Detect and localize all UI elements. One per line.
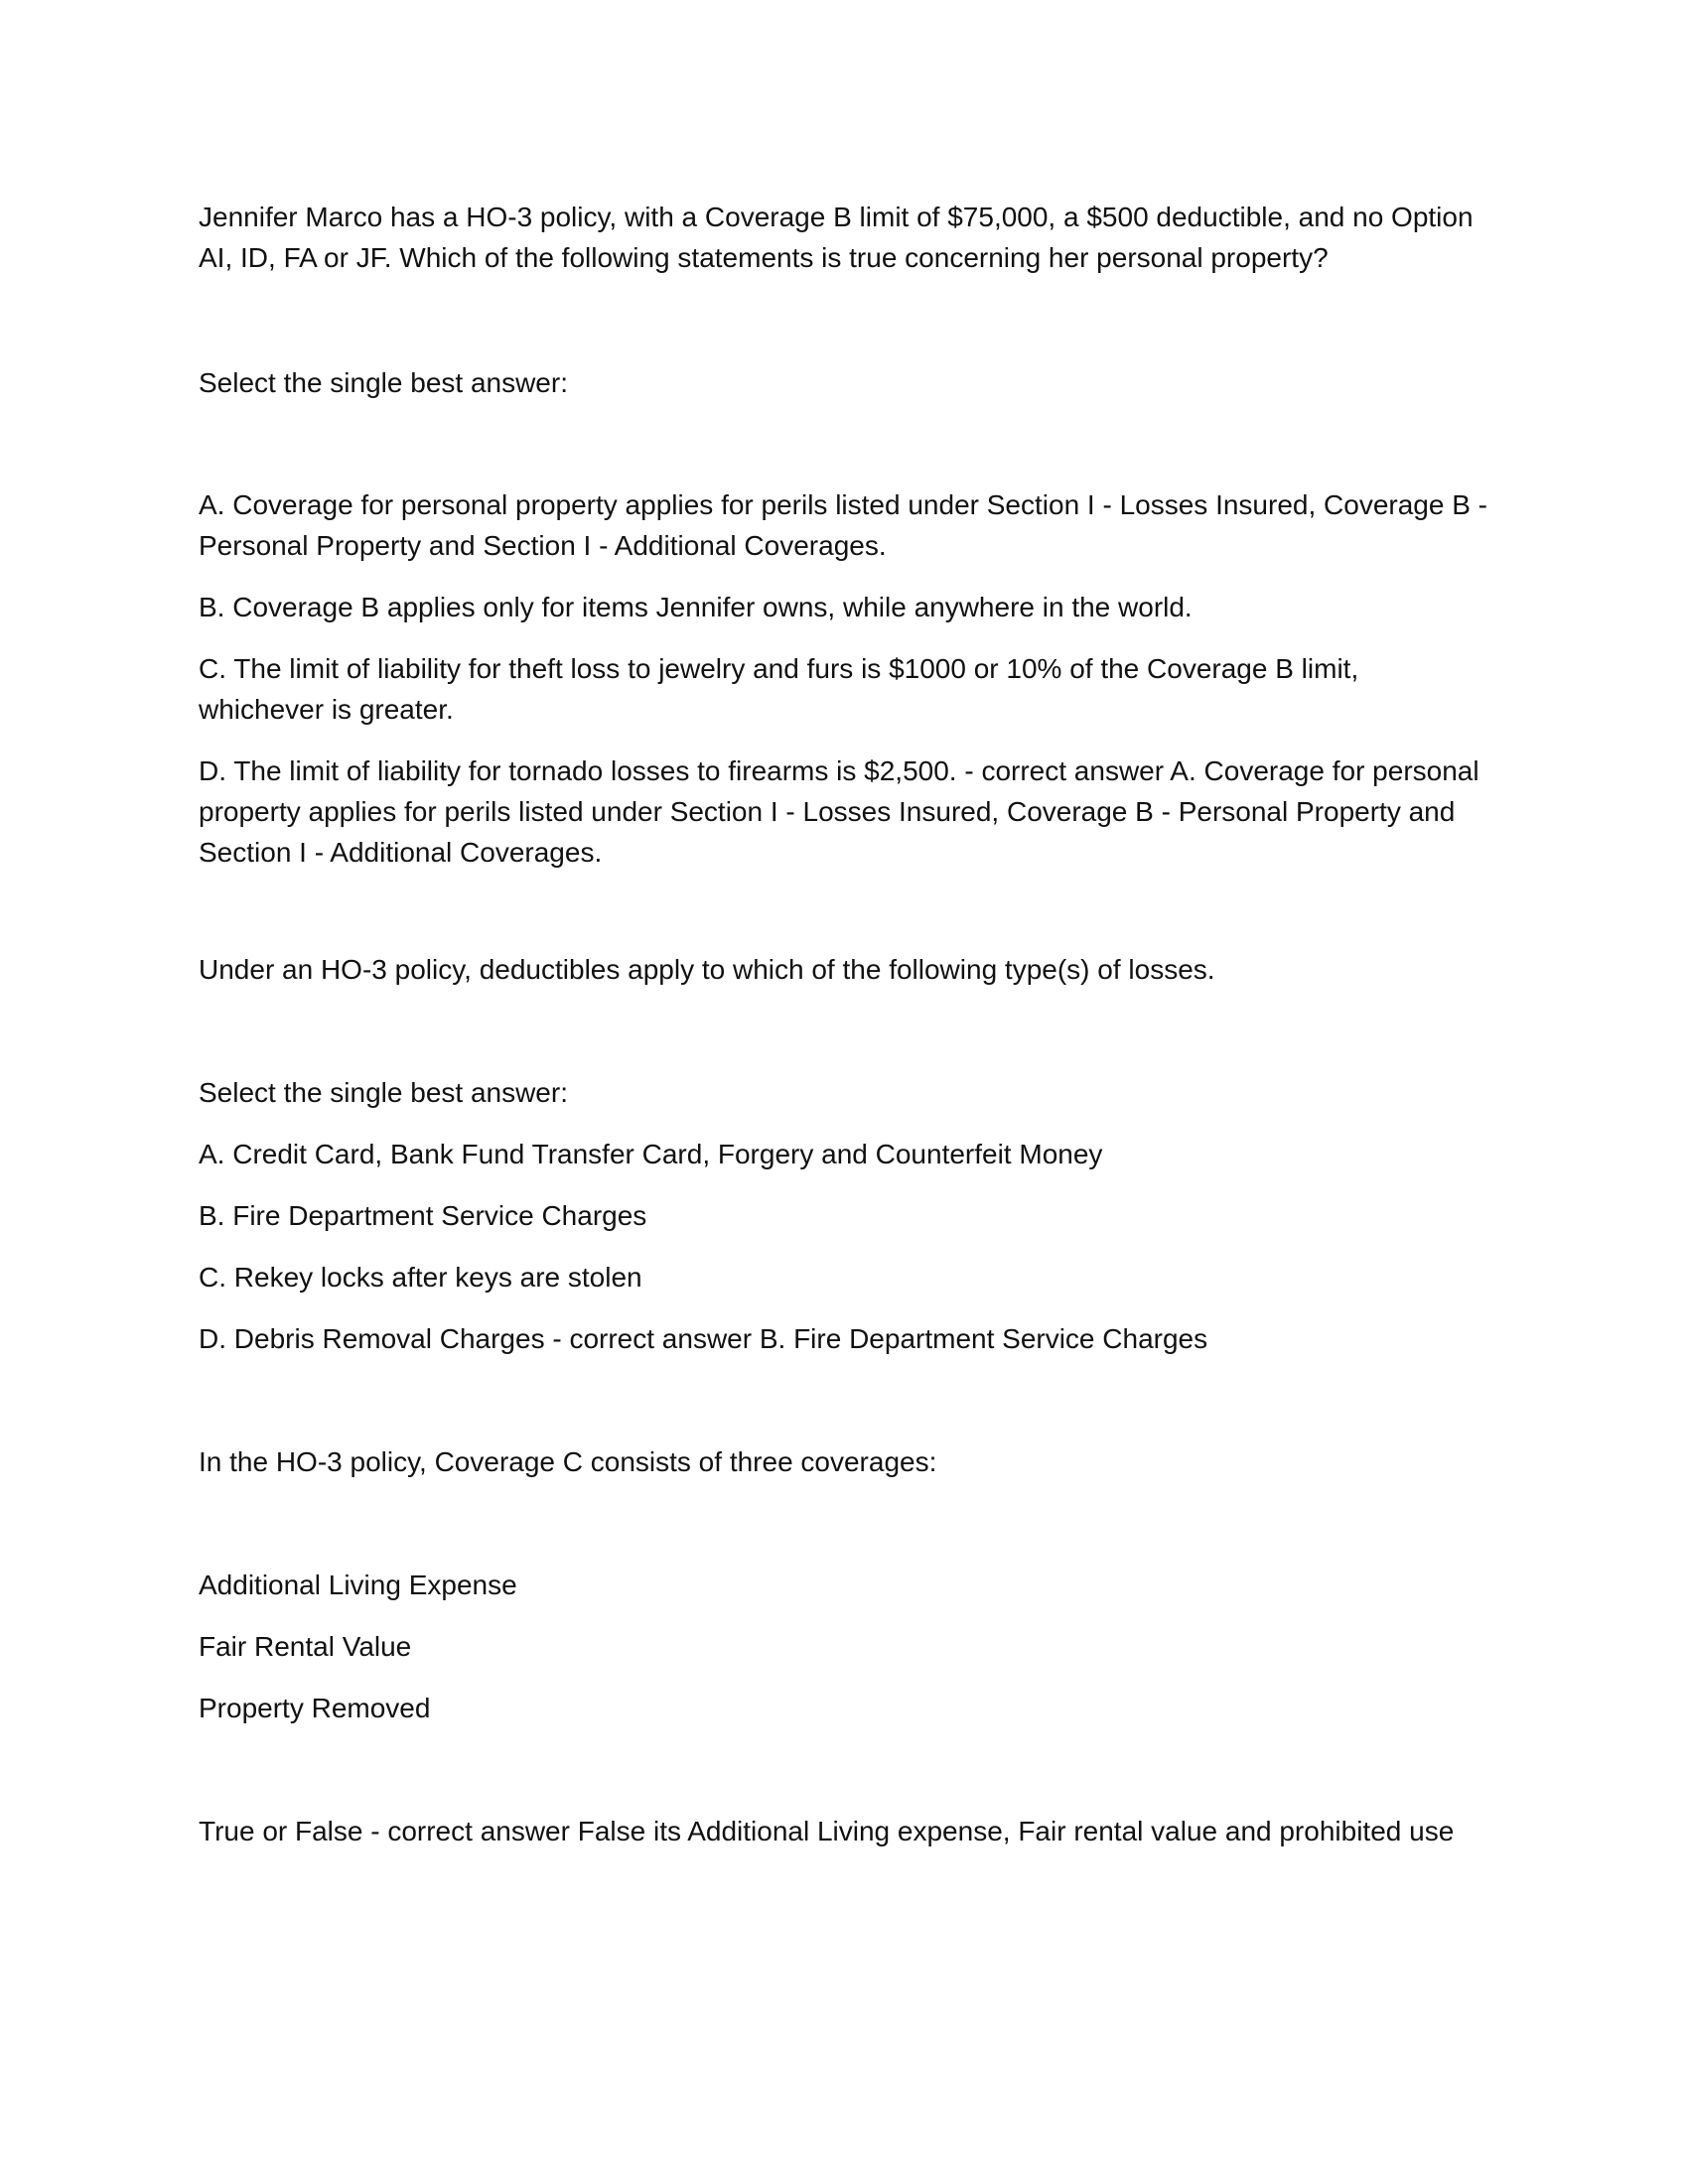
q3-answer-line: True or False - correct answer False its Additional Living expense, Fair rental value and prohibited use [199,1816,1455,1846]
q3-item-2: Fair Rental Value [199,1631,412,1662]
q3-question: In the HO-3 policy, Coverage C consists of three coverages: [199,1446,937,1477]
q3-item-3: Property Removed [199,1693,431,1723]
q1-prompt: Select the single best answer: [199,367,568,398]
q1-option-b: B. Coverage B applies only for items Jennifer owns, while anywhere in the world. [199,592,1193,622]
q3-item-1: Additional Living Expense [199,1570,517,1600]
q1-option-d-answer: D. The limit of liability for tornado losses to firearms is $2,500. - correct answer A. Coverage for personal property applies for perils listed under Section I - Losses Insured, Coverage B - Personal Property and Section I - Additional Coverages. [199,755,1479,868]
q2-option-b: B. Fire Department Service Charges [199,1200,647,1231]
q2-option-c: C. Rekey locks after keys are stolen [199,1262,642,1293]
q2-option-a: A. Credit Card, Bank Fund Transfer Card, Forgery and Counterfeit Money [199,1139,1103,1169]
q2-prompt: Select the single best answer: [199,1077,568,1108]
q2-question: Under an HO-3 policy, deductibles apply to which of the following type(s) of losses. [199,954,1215,985]
q2-option-d-answer: D. Debris Removal Charges - correct answer B. Fire Department Service Charges [199,1323,1208,1354]
q1-option-c: C. The limit of liability for theft loss to jewelry and furs is $1000 or 10% of the Coverage B limit, whichever is greater. [199,653,1359,725]
q1-option-a: A. Coverage for personal property applies for perils listed under Section I - Losses Insured, Coverage B - Personal Property and Section I - Additional Coverages. [199,489,1487,561]
q1-question: Jennifer Marco has a HO-3 policy, with a Coverage B limit of $75,000, a $500 deductible, and no Option AI, ID, FA or JF. Which of the following statements is true concerning her personal property? [199,202,1474,273]
